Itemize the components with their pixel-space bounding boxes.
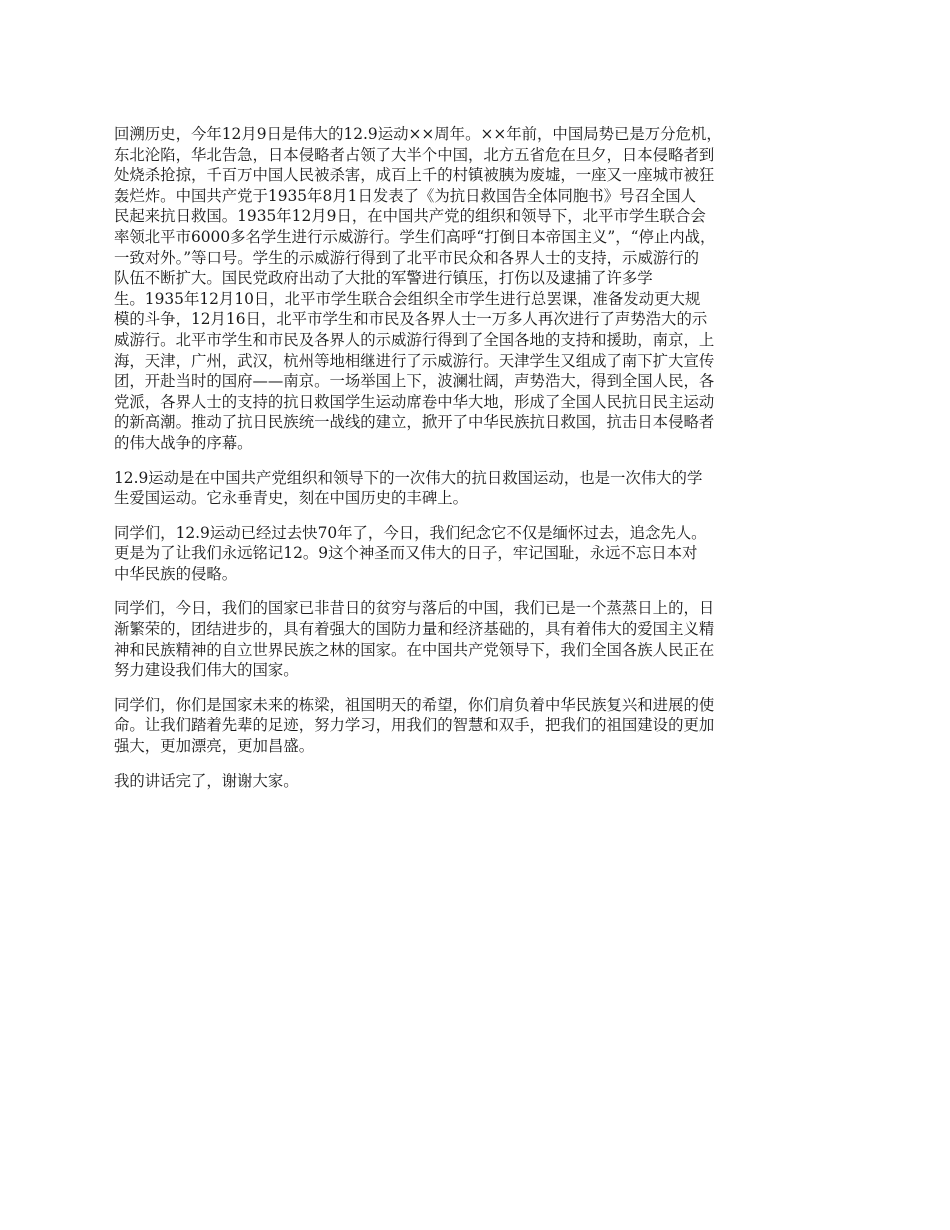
text-line: 队伍不断扩大。国民党政府出动了大批的军警进行镇压，打伤以及逮捕了许多学 [114,269,653,288]
text-line: 强大，更加漂亮，更加昌盛。 [114,737,315,756]
text-line: 民起来抗日救国。1935年12月9日，在中国共产党的组织和领导下，北平市学生联合会 [114,207,706,226]
text-line: 命。让我们踏着先辈的足迹，努力学习，用我们的智慧和双手，把我们的祖国建设的更加 [114,716,715,735]
paragraph-today [114,598,840,680]
text-line: 更是为了让我们永远铭记12。9这个神圣而又伟大的日子，牢记国耻，永远不忘日本对 [114,544,698,563]
text-line: 渐繁荣的，团结进步的，具有着强大的国防力量和经济基础的，具有着伟大的爱国主义精 [114,620,715,639]
text-line: 海，天津，广州，武汉，杭州等地相继进行了示威游行。天津学生又组成了南下扩大宣传 [114,351,715,370]
text-line: 生。1935年12月10日，北平市学生联合会组织全市学生进行总罢课，准备发动更大规 [114,289,701,308]
text-line: 神和民族精神的自立世界民族之林的国家。在中国共产党领导下，我们全国各族人民正在 [114,640,715,659]
text-line: 中华民族的侵略。 [114,564,238,583]
text-line: 团，开赴当时的国府——南京。一场举国上下，波澜壮阔，声势浩大，得到全国人民，各 [114,372,715,391]
text-line: 的伟大战争的序幕。 [114,433,253,452]
paragraph-significance [114,468,840,509]
paragraph-history [114,124,840,454]
text-line: 处烧杀抢掠，千百万中国人民被杀害，成百上千的村镇被胰为废墟，一座又一座城市被狂 [114,166,715,185]
text-line: 东北沦陷，华北告急，日本侵略者占领了大半个中国，北方五省危在旦夕，日本侵略者到 [114,145,715,164]
text-line: 同学们，12.9运动已经过去快70年了，今日，我们纪念它不仅是缅怀过去，追念先人。 [114,523,707,542]
text-line: 生爱国运动。它永垂青史，刻在中国历史的丰碑上。 [114,489,468,508]
text-line: 模的斗争，12月16日，北平市学生和市民及各界人士一万多人再次进行了声势浩大的示 [114,310,708,329]
paragraph-commemoration [114,523,840,585]
text-line: 率领北平市6000多名学生进行示威游行。学生们高呼“打倒日本帝国主义”，“停止内战， [114,227,716,246]
text-line: 回溯历史，今年12月9日是伟大的12.9运动××周年。××年前，中国局势已是万分危机， [114,125,722,143]
text-line: 党派，各界人士的支持的抗日救国学生运动席卷中华大地，形成了全国人民抗日民主运动 [114,392,715,411]
text-line: 的新高潮。推动了抗日民族统一战线的建立，掀开了中华民族抗日救国，抗击日本侵略者 [114,413,715,432]
text-line: 一致对外。”等口号。学生的示威游行得到了北平市民众和各界人士的支持，示威游行的 [114,248,700,267]
text-line: 轰烂炸。中国共产党于1935年8月1日发表了《为抗日救国告全体同胞书》号召全国人 [114,186,697,205]
paragraph-future [114,695,840,757]
text-line: 努力建设我们伟大的国家。 [114,661,299,680]
text-line: 同学们，你们是国家未来的栋梁，祖国明天的希望，你们肩负着中华民族复兴和进展的使 [114,695,715,714]
text-line: 我的讲话完了，谢谢大家。 [114,771,299,790]
document-body [114,124,840,805]
text-line: 12.9运动是在中国共产党组织和领导下的一次伟大的抗日救国运动，也是一次伟大的学 [114,468,703,487]
paragraph-closing [114,771,840,792]
text-line: 威游行。北平市学生和市民及各界人的示威游行得到了全国各地的支持和援助，南京，上 [114,330,715,349]
text-line: 同学们，今日，我们的国家已非昔日的贫穷与落后的中国，我们已是一个蒸蒸日上的，日 [114,599,715,618]
